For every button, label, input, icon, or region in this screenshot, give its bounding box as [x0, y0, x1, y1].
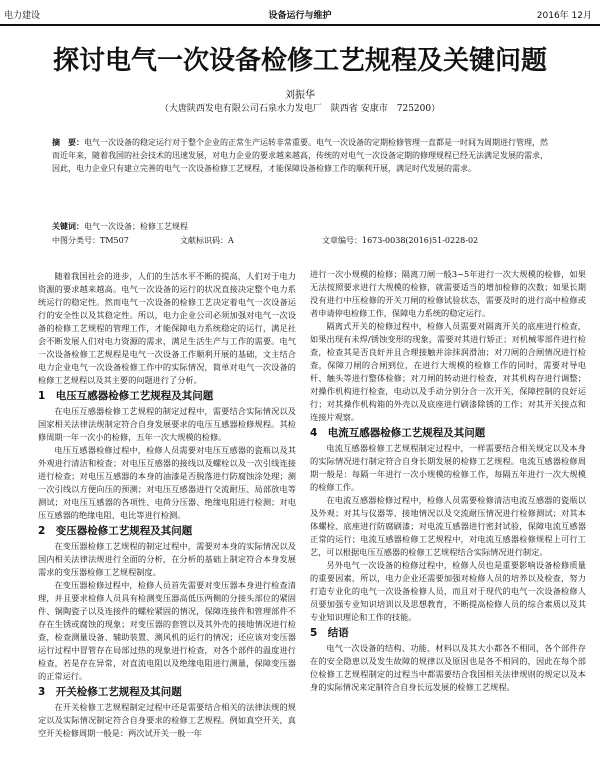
keywords-text: 电气一次设备；检修工艺规程 [84, 222, 188, 231]
section-5-heading: 5 结语 [310, 627, 349, 639]
conclusion-paragraph: 电气一次设备的结构、功能、材料以及其大小都各不相同，各个部件存在的安全隐患以及发生故障的规律以及原因也是各不相同的，因此在每个部位检修工艺规程制定的过程当中都需要结合我国相关法律规则的规定以及本身的实际情况来定制符合自身长远发展的检修工艺规程。 [310, 643, 586, 692]
isolator-paragraph: 隔离式开关的检修过程中，检修人员需要对隔离开关的底座进行检查，如果出现有未焊/锈蚀变形的现象，需要对其进行矫正；对机械零部件进行检查，检查其是否良好并且合理接触并涂抹润滑油；对刀闸的合闸情况进行检查，保障刀闸的合闸到位，在进行大规模的检修工作的同时，需要对导电杆、触头等进行整体检修；对刀闸的转动进行检查，对其机构存进行调整；对操作机构进行检查，电动以及手动分别分合一次开关，保障控制的良好运行；对其操作机构箱的外壳以及底座进行刷漆除锈的工作；对其开关接点和连接片观察。 [310, 321, 586, 422]
section-name: 设备运行与维护 [268, 11, 332, 21]
clc-number: 中图分类号：TM507 [52, 236, 129, 245]
abstract [52, 136, 552, 175]
affiliation: （大唐陕西发电有限公司石泉水力发电厂 陕西省 安康市 725200） [159, 104, 441, 114]
issue-date: 2016年 12月 [536, 11, 592, 21]
paper-title: 探讨电气一次设备检修工艺规程及关键问题 [52, 46, 547, 76]
section-2-para-1: 在变压器检修工艺规程的制定过程中，需要对本身的实际情况以及国内相关法律法规进行全面的分析，在分析的基础上制定符合本身发展需求的变压器检修工艺规程制度。 [38, 541, 296, 577]
document-code: 文献标识码：A [180, 236, 234, 245]
journal-name: 电力建设 [4, 11, 41, 21]
section-4-para-1: 电流互感器检修工艺规程制定过程中，一样需要结合相关规定以及本身的实际情况进行制定符合自身长期发展的检修工艺规程。电流互感器检修周期一般是：每隔一年进行一次小规模的检修工作，每隔五年进行一次大规模的检修工作。 [310, 443, 586, 492]
section-1-para-1: 在电压互感器检修工艺规程的制定过程中，需要结合实际情况以及国家相关法律法规制定符合自身发展要求的电压互感器检修规程。其检修周期一年一次小的检修，五年一次大规模的检修。 [38, 406, 296, 442]
author: 刘振华 [285, 90, 315, 101]
intro-paragraph: 随着我国社会的进步，人们的生活水平不断的提高，人们对于电力资源的要求越来越高。电气一次设备的运行的状况直接决定整个电力系统运行的稳定性。然而电气一次设备的检修工艺决定着电气一次设备运行的安全性以及其稳定性。所以，电力企业公司必须加强对电气一次设备的检修工艺规程的管理工作，才能保障电力系统稳定的运行，满足社会不断发展人们对电力资源的需求，满足生活生产与工作的需要。电气一次设备检修工艺规程是电气一次设备工作顺利开展的基础，文主结合电力企业电气一次设备检修工作中的实际情况，简单对电气一次设备的检修工艺规程以及其主要的问题进行了分析。 [38, 271, 296, 385]
section-4-para-2: 在电流互感器检修过程中，检修人员需要检修清洁电流互感器的瓷瓶以及外观；对其与仪器等、接地情况以及交流耐压情况进行检修测试；对其本体螺栓、底座进行防腐刷漆；对电流互感器进行密封试验，保障电流互感器正常的运行；电流互感器检修工艺规程中，对电流互感器检修规程上可行工艺，可以根据电压互感器的检修工艺规程结合实际情况进行制定。 [310, 495, 586, 557]
right-column [310, 268, 586, 694]
abstract-label: 摘 要： [52, 138, 84, 147]
header-rule [0, 24, 600, 26]
section-1-heading: 1 电压互感器检修工艺规程及其问题 [38, 390, 214, 402]
article-meta [52, 235, 580, 247]
running-header [0, 8, 600, 22]
personnel-paragraph: 另外电气一次设备的检修过程中，检修人员也是重要影响设备检修质量的重要因素，所以，电力企业还需要加强对检修人员的培养以及检查，努力打造专业化的电气一次设备检修人员，而且对于现代的电气一次设备检修人员要加强专业知识培训以及思想教育，不断提高检修人员的综合素质以及其专业知识理论和工作的技能。 [310, 560, 586, 622]
section-3-para-1: 在开关检修工艺规程制定过程中还是需要结合相关的法律法规的规定以及实际情况制定符合自身要求的检修工艺规程。例如真空开关，真空开关检修周期一般是：两次试开关一般一年 [38, 702, 296, 738]
section-2-heading: 2 变压器检修工艺规程及其问题 [38, 525, 193, 537]
continued-paragraph: 进行一次小规模的检修；隔离刀闸一般3~5年进行一次大规模的检修，如果无法按照要求进行大规模的检修，就需要适当的增加检修的次数；如果长期没有进行中压检修的开关刀闸的检修试验状态，需要及时的进行高中检修或者申请停电检修工作，保障电力系统的稳定运行。 [310, 269, 586, 318]
left-column [38, 270, 296, 740]
keywords-label: 关键词： [52, 222, 84, 231]
section-4-heading: 4 电流互感器检修工艺规程及其问题 [310, 427, 486, 439]
section-3-heading: 3 开关检修工艺规程及其问题 [38, 686, 182, 698]
article-id: 文章编号：1673-0038(2016)51-0228-02 [322, 236, 479, 245]
keywords [52, 221, 552, 232]
section-1-para-2: 电压互感器检修过程中，检修人员需要对电压互感器的瓷瓶以及其外观进行清洁和检查；对电压互感器的接线以及螺栓以及一次引线连接进行检查；对电压互感器的本身的油漆是否脱落进行防腐蚀涂处理；测一次引线以方便向压的预测；对电压互感器进行交流耐压、局部放电等测试；对电压互感器的各项性、电荷分压器、绝缘电阻进行检测；对电压互感器的绝缘电阻、电比等进行检测。 [38, 445, 296, 520]
abstract-text: 电气一次设备的稳定运行对于整个企业的正常生产运转非常重要。电气一次设备的定期检修管理一直都是一时间为周期进行管理，然而近年来，随着我国的社会技术的迅速发展，对电力企业的要求越来越高，传统的对电气一次设备定期的修理规程已经无法满足发展的需求，因此，电力企业只有建立完善的电气一次设备检修工艺规程，才能保障设备检修工作的顺利开展，满足时代发展的需求。 [52, 138, 548, 173]
section-2-para-2: 在变压器检修过程中，检修人员首先需要对变压器本身进行检查清理，并且要求检修人员具有检测变压器高低压两侧的分接头部位的紧固件、铜陶瓷子以及连接件的螺栓紧固的情况，保障连接件和管理部件不存在生锈或腐蚀的现象；对变压器的套管以及其外壳的接地情况进行检查，检查测量设备、辅助装置、测风机的运行的情况；还应该对变压器运行过程中冒管存在局部过热的现象进行检查，对各个部件的温度进行检查，若是存在异常，对直流电阻以及绝缘电阻进行测量，保障变压器的正常运行。 [38, 580, 296, 681]
